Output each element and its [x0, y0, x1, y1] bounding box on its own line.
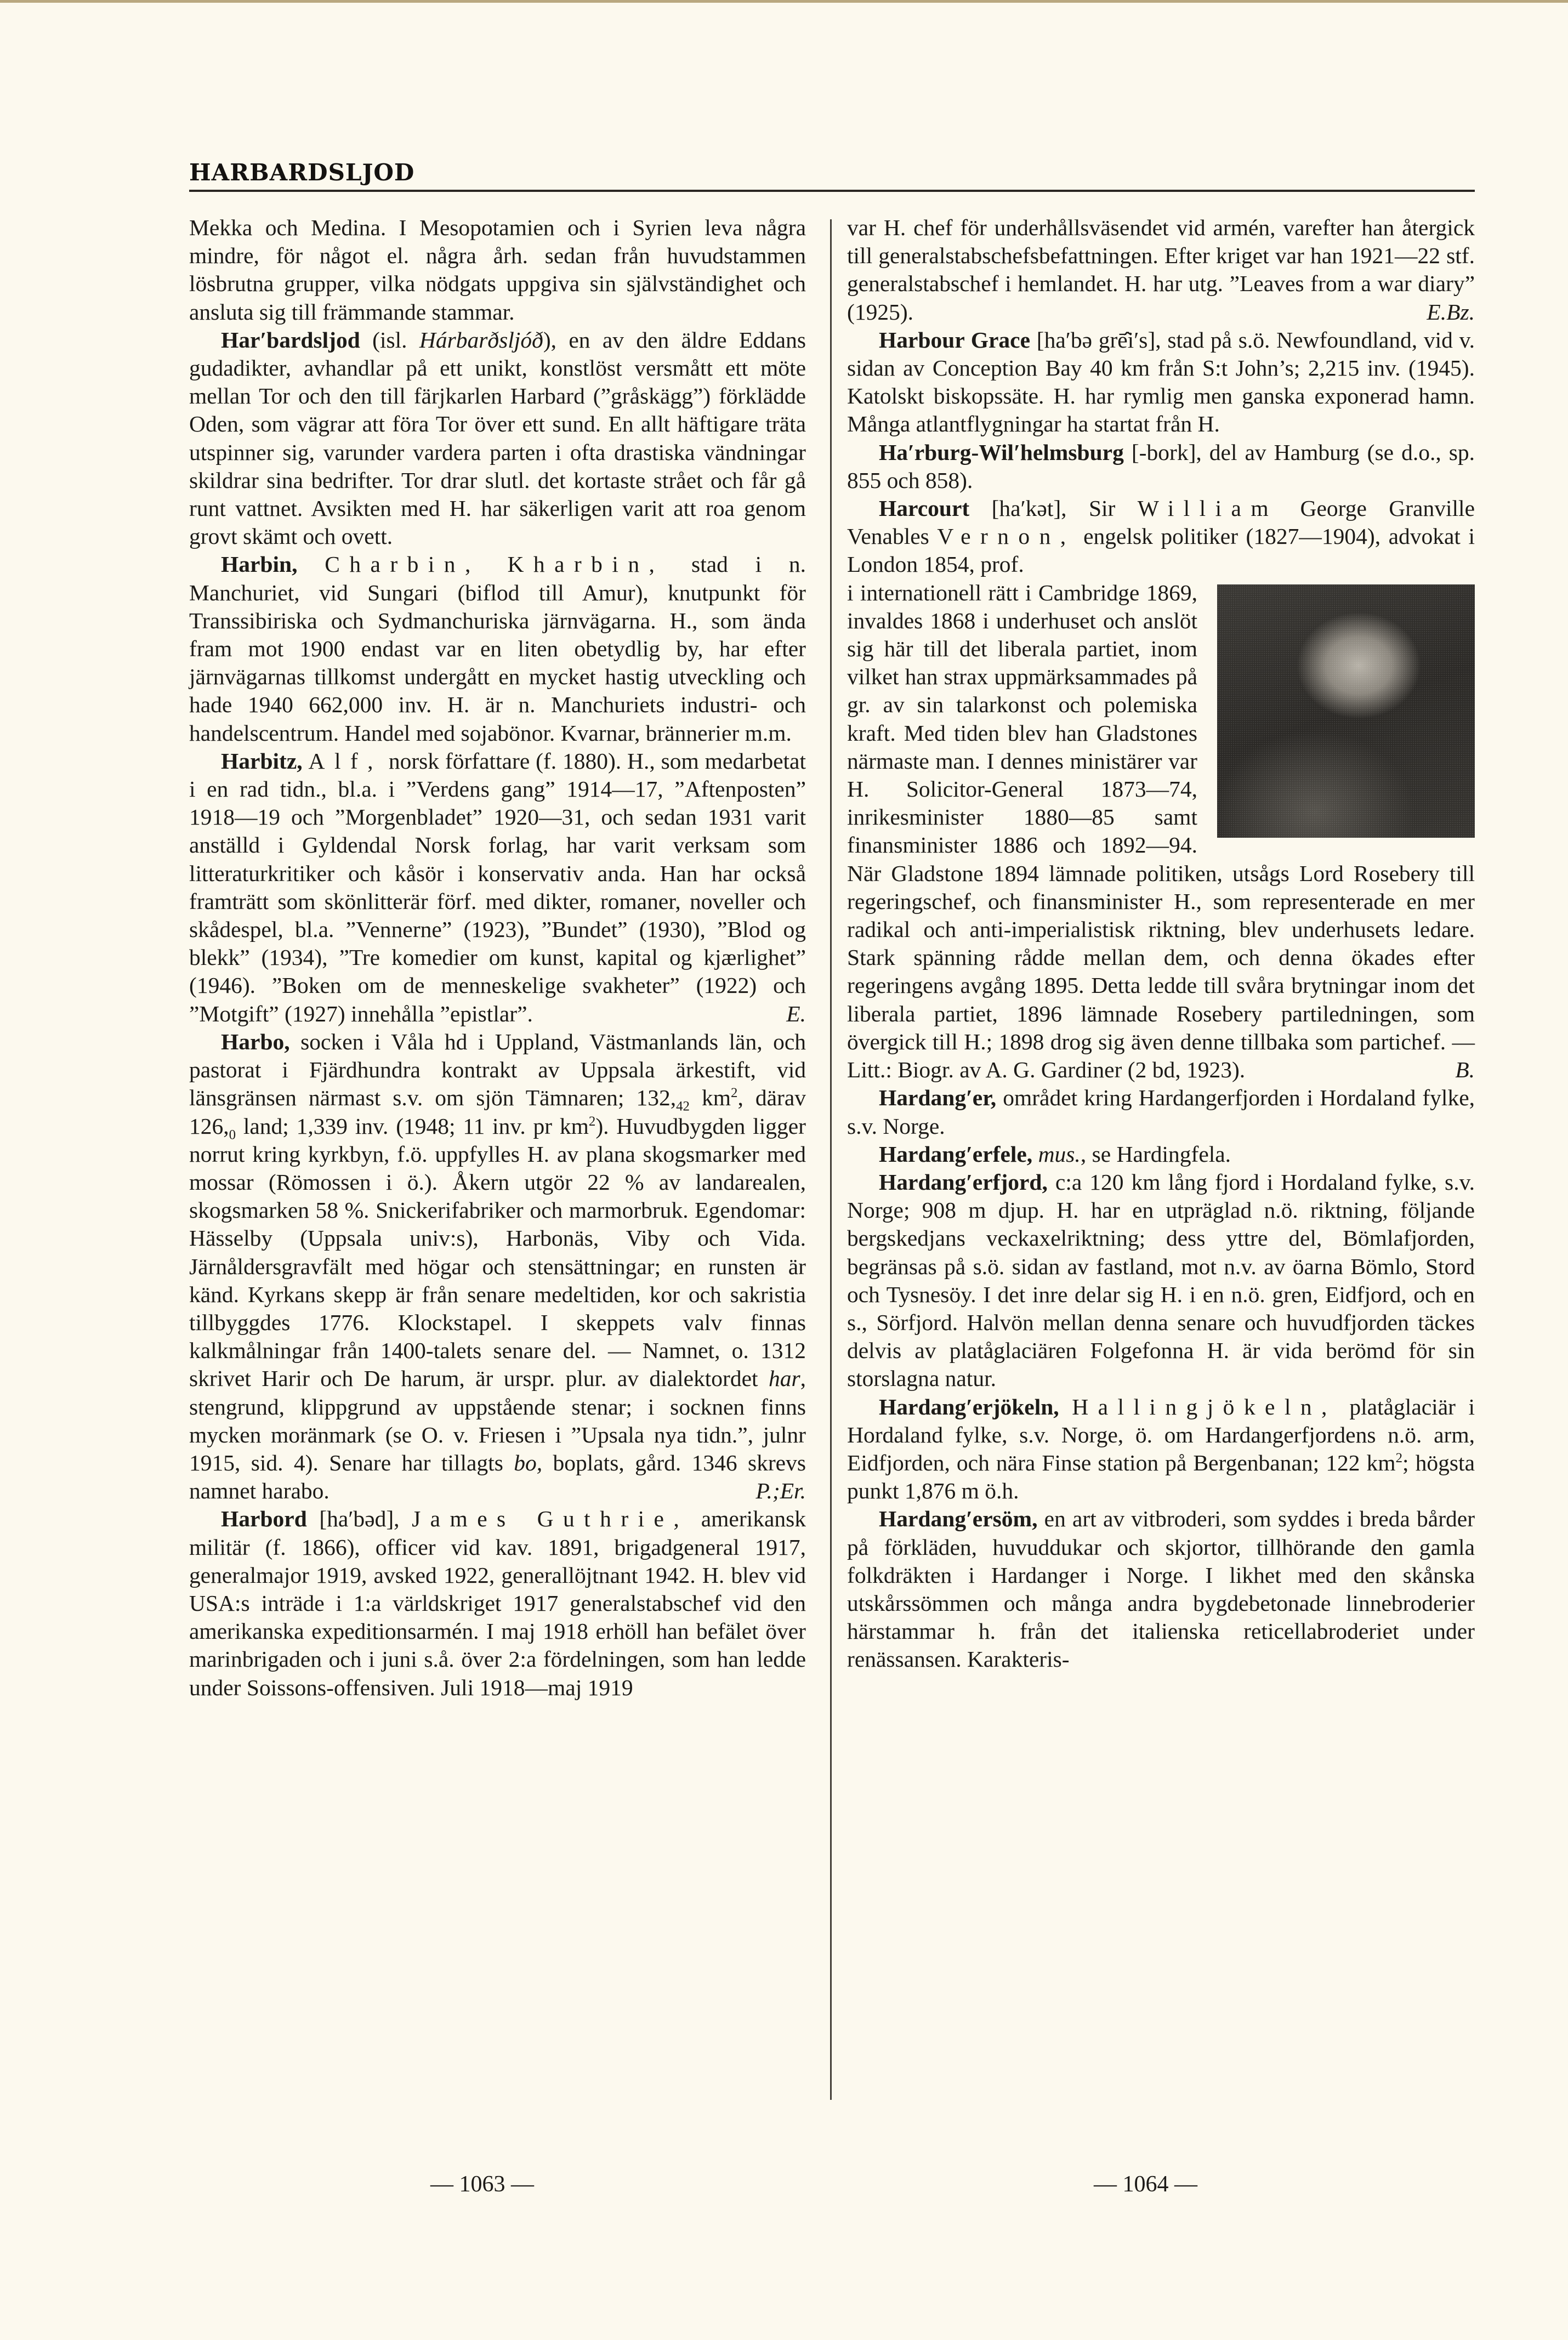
headword: Ha′rburg-Wil′helmsburg: [879, 439, 1124, 465]
entry-text: en art av vitbroderi, som syddes i breda bårder på förkläden, huvuddukar och skjortor, tillhörande den gamla folkdräkten i Hardanger i Norge. I likhet med den skånska utskårssömmen och många andra bygdebetonade linnebroderier härstammar h. från det italienska reticellabroderiet under renässansen. Karakteris-: [847, 1506, 1475, 1672]
entry-text: , därav 126,: [189, 1085, 806, 1139]
entry-harcourt: [847, 495, 1475, 579]
entry-hardanger: [847, 1084, 1475, 1140]
entry-text: 1886 och 1892—94. När Gladstone 1894 lämnade politiken, utsågs Lord Rosebery till regeringschef, och finansminister H., som representerade en mer radikal och anti-imperialistisk riktning, blev underhusets ledare. Stark spänning rådde mellan dem, och denna ökades efter regeringens avgång 1895. Detta ledde till svåra brytningar inom det liberala partiet, 1896 lämnade Rosebery partiledningen, som övergick till H.; 1898 drog sig även denne tillbaka som partichef. — Litt.: Biogr. av A. G. Gardiner (2 bd, 1923).: [847, 832, 1475, 1083]
superscript: 2: [588, 1114, 596, 1129]
entry-harbin: [189, 550, 806, 747]
entry-continuation: [189, 214, 806, 326]
headword: Hardang′erfele,: [879, 1141, 1033, 1167]
entry-text: , stengrund, klippgrund av uppstående stenar; i socknen finns mycken moränmark (se O. v. Friesen i ”Upsala nya tidn.”, julnr 1915, sid. 4). Senare har tillagts: [189, 1366, 806, 1475]
entry-text: land; 1,339 inv. (1948; 11 inv. pr km: [236, 1113, 589, 1139]
entry-harbord: [189, 1505, 806, 1701]
spaced-name: Hallingjökeln,: [1072, 1394, 1337, 1419]
entry-text: ; högsta punkt 1,876 m ö.h.: [847, 1450, 1475, 1504]
entry-harbardsljod: [189, 326, 806, 551]
headword: Hardang′erfjord,: [879, 1169, 1048, 1195]
superscript: 2: [1395, 1451, 1403, 1466]
entry-text: var H. chef för underhållsväsendet vid armén, varefter han återgick till generalstabschefsbefattningen. Efter kriget var han 1921—22 stf. generalstabschef i hemlandet. H. har utg. ”Leaves from a war diary” (1925).: [847, 215, 1475, 325]
entry-text: c:a 120 km lång fjord i Hordaland fylke, s.v. Norge; 908 m djup. H. har en utpräglad n.ö. riktning, följande bergskedjans veckaxelriktning; dess yttre del, Bömlafjorden, begränsas på s.ö. sidan av fastland, mot n.v. av öarna Bömlo, Stord och Tysnesöy. I det inre delar sig H. i en n.ö. gren, Eidfjord, och en s., Sörfjord. Halvön mellan denna senare och huvudfjorden täckes delvis av platåglaciären Folgefonna H. är vida berömd för sin storslagna natur.: [847, 1169, 1475, 1391]
entry-text: platåglaciär i Hordaland fylke, s.v. Norge, ö. om Hardangerfjordens n.ö. arm, Eidfjorden, och nära Finse station på Bergenbanan; 122 km: [847, 1394, 1475, 1475]
spaced-name: James Guthrie,: [412, 1506, 689, 1532]
entry-text: engelsk politiker (1827—1904), advokat i London 1854, prof.: [847, 524, 1475, 577]
pronunciation: [ha′kət], Sir: [991, 496, 1116, 521]
entry-harbour-grace: [847, 326, 1475, 439]
headword: Harbour Grace: [879, 327, 1031, 353]
entry-text: området kring Hardangerfjorden i Hordaland fylke, s.v. Norge.: [847, 1085, 1475, 1139]
entry-hardangerfele: [847, 1140, 1475, 1168]
entry-hardangerfjord: [847, 1168, 1475, 1393]
right-column: [847, 214, 1475, 1674]
entry-hardangerjokeln: [847, 1393, 1475, 1506]
entry-text: (isl.: [372, 327, 407, 353]
headword: Hardang′ersöm,: [879, 1506, 1038, 1532]
italic-term: har: [768, 1366, 800, 1391]
author-signature: E.Bz.: [1427, 299, 1475, 325]
pronunciation: [ha′bəd],: [319, 1506, 400, 1532]
decimal-subscript: 42: [676, 1099, 690, 1114]
spaced-name: William: [1137, 496, 1279, 521]
entry-text: George Granville Venables: [847, 496, 1475, 549]
headword: Harcourt: [879, 496, 970, 521]
entry-text: stad i n. Manchuriet, vid Sungari (biflod till Amur), knutpunkt för Transsibiriska och Sydmanchuriska järnvägarna. H., som ända fram mot 1900 endast var en liten obetydlig by, har efter järnvägarnas tillkomst undergått en mycket hastig utveckling och hade 1940 662,000 inv. H. är n. Manchuriets industri- och handelscentrum. Handel med sojabönor. Kvarnar, brännerier m.m.: [189, 552, 806, 746]
headword: Har′bardsljod: [221, 327, 360, 353]
column-divider: [830, 219, 832, 2100]
running-head: HARBARDSLJOD: [189, 159, 415, 186]
entry-text: , se Hardingfela.: [1080, 1141, 1231, 1167]
page-number-left: — 1063 —: [430, 2172, 534, 2197]
portrait-photo: [1217, 584, 1475, 838]
headword: Harbin,: [221, 552, 298, 577]
entry-text: socken i Våla hd i Uppland, Västmanlands län, och pastorat i Fjärdhundra kontrakt av Uppsala ärkestift, vid länsgränsen närmast s.v. om sjön Tämnaren; 132,: [189, 1029, 806, 1111]
italic-term: Hárbarðsljóð: [419, 327, 543, 353]
entry-hardangersom: [847, 1505, 1475, 1673]
header-rule: [189, 190, 1475, 192]
headword: Hardang′erjökeln,: [879, 1394, 1059, 1419]
entry-text: [ha′bə grē̂i′s], stad på s.ö. Newfoundland, vid v. sidan av Conception Bay 40 km från S:t John’s; 2,215 inv. (1945). Katolskt biskopssäte. H. har rymlig men ganska exponerad hamn. Många atlantflygningar ha startat från H.: [847, 327, 1475, 437]
headword: Harbo,: [221, 1029, 290, 1054]
spaced-name: Alf,: [308, 748, 383, 774]
entry-text: norsk författare (f. 1880). H., som medarbetat i en rad tidn., bl.a. i ”Verdens gang” 1914—17, ”Aftenposten” 1918—19 och ”Morgenbladet” 1920—31, och sedan 1931 varit anställd i Gyldendal Norsk forlag, har varit verksam som litteraturkritiker och kåsör i konservativ anda. Han har också framträtt som skönlitterär förf. med dikter, romaner, noveller och skådespel, bl.a. ”Vennerne” (1923), ”Bundet” (1930), ”Blod og blekk” (1934), ”Tre komedier om kunst, kapital og kjærlighet” (1946). ”Boken om de menneskelige svakheter” (1922) och ”Motgift” (1927) innehålla ”epistlar”.: [189, 748, 806, 1026]
decimal-subscript: 0: [229, 1127, 236, 1142]
spaced-name: Charbin,: [325, 552, 480, 577]
entry-harburg-wilhelmsburg: [847, 439, 1475, 495]
italic-term: mus.: [1038, 1141, 1081, 1167]
entry-harbo: [189, 1028, 806, 1505]
entry-text: ). Huvudbygden ligger norrut kring kyrkbyn, f.ö. uppfylles H. av plana skogsmarker med mossar (Römossen i ö.). Åkern utgör 22 % av landarealen, skogsmarken 58 %. Snickerifabriker och marmorbruk. Egendomar: Hässelby (Uppsala univ:s), Harbonäs, Viby och Vida. Järnåldersgravfält med högar och stensättningar; en runsten är känd. Kyrkans skepp är från senare medeltiden, kor och sakristia tillbyggdes 1776. Klockstapel. I skeppets valv finnas kalkmålningar från 1400-talets senare del. — Namnet, o. 1312 skrivet Harir och De harum, är urspr. plur. av dialektordet: [189, 1113, 806, 1391]
spaced-name: Vernon,: [937, 524, 1076, 549]
entry-text: boplats, gård. 1346 skrevs namnet harabo.: [189, 1450, 806, 1504]
headword: Harbitz,: [221, 748, 303, 774]
headword: Hardang′er,: [879, 1085, 997, 1111]
entry-harbitz: [189, 747, 806, 1028]
superscript: 2: [731, 1086, 738, 1101]
entry-text: amerikansk militär (f. 1866), officer vid kav. 1891, brigadgeneral 1917, generalmajor 1919, avsked 1922, generallöjtnant 1942. H. blev vid USA:s inträde i 1:a världskriget 1917 generalstabschef vid den amerikanska expeditionsarmén. I maj 1918 erhöll han befälet över marinbrigaden och i juni s.å. över 2:a fördelningen, som han ledde under Soissons-offensiven. Juli 1918—maj 1919: [189, 1506, 806, 1700]
italic-term: bo,: [514, 1450, 543, 1475]
page-number-right: — 1064 —: [1094, 2172, 1197, 2197]
headword: Harbord: [221, 1506, 307, 1532]
author-signature: E.: [786, 1001, 806, 1026]
entry-text: ), en av den äldre Eddans gudadikter, avhandlar på ett unikt, konstlöst versmått ett möte mellan Tor och den till färjkarlen Harbard (”gråskägg”) förklädde Oden, som vägrar att föra Tor över ett sund. En allt häftigare träta utspinner sig, varunder vardera parten i ofta drastiska vändningar skildrar sina bedrifter. Tor drar slutl. det kortaste strået och får gå runt vattnet. Avsikten med H. har säkerligen varit att roa genom grovt skämt och ovett.: [189, 327, 806, 549]
entry-harbord-continued: [847, 214, 1475, 326]
entry-text: [-bork], del av Hamburg (se d.o., sp. 855 och 858).: [847, 439, 1475, 493]
entry-text: km: [689, 1085, 731, 1111]
spaced-name: Kharbin,: [507, 552, 664, 577]
author-signature: B.: [1455, 1057, 1475, 1083]
entry-text: Mekka och Medina. I Mesopotamien och i Syrien leva några mindre, för något el. några årh. sedan från huvudstammen lösbrutna grupper, vilka nödgats uppgiva sin självständighet och ansluta sig till främmande stammar.: [189, 215, 806, 325]
author-signature: P.;Er.: [755, 1478, 806, 1504]
left-column: [189, 214, 806, 1702]
entry-text: i internationell rätt i Cambridge 1869, invaldes 1868 i underhuset och anslöt sig här till det liberala partiet, inom vilket han strax uppmärksammades på gr. av sin talarkonst och polemiska kraft. Med tiden blev han Gladstones närmaste man. I dennes ministärer var H. Solicitor-General 1873—74, inrikesminister 1880—85 samt finansminister: [847, 580, 1197, 858]
page-top-edge: [0, 0, 1568, 3]
